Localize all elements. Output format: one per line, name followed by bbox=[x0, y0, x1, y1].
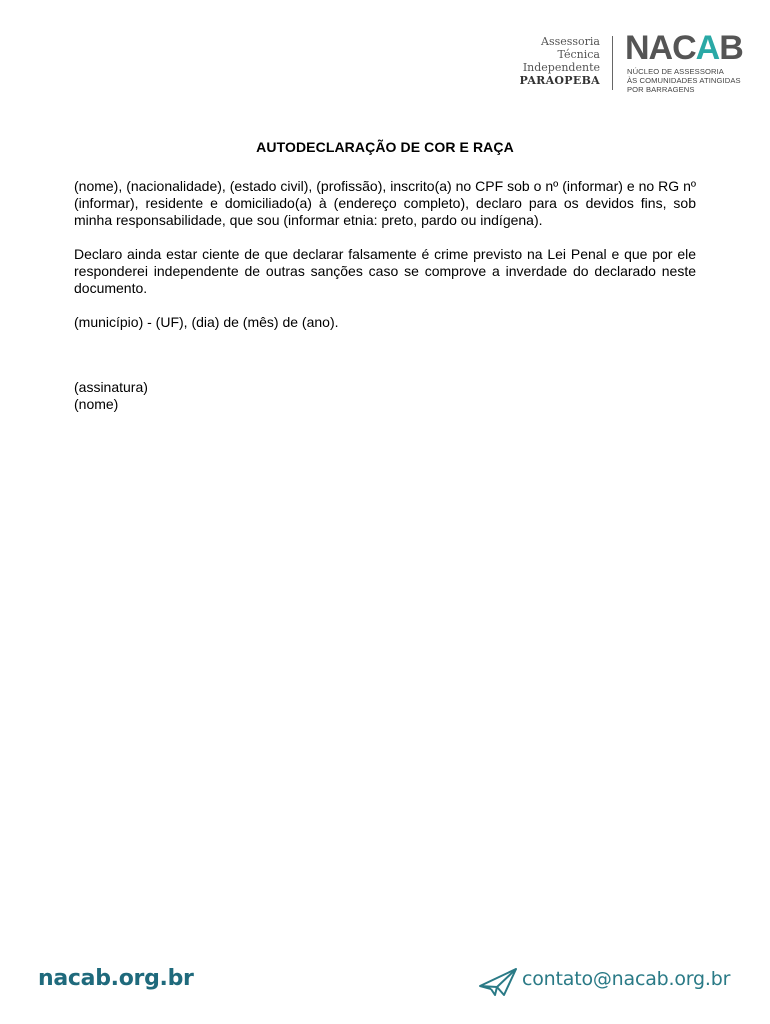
nacab-logo-prefix: NAC bbox=[625, 29, 696, 67]
ati-line-3: Independente bbox=[522, 61, 600, 74]
ati-paraopeba-logo bbox=[520, 35, 600, 87]
name-line: (nome) bbox=[74, 396, 119, 412]
document-body bbox=[74, 178, 696, 348]
ati-line-1: Assessoria bbox=[541, 35, 600, 48]
paragraph-declaration: Declaro ainda estar ciente de que declarar falsamente é crime previsto na Lei Penal e que por ele responderei independente de outras sanções caso se comprove a inverdade do declarado neste documento. bbox=[74, 246, 696, 296]
ati-region: PARAOPEBA bbox=[519, 74, 600, 87]
nacab-logo bbox=[625, 30, 743, 66]
nacab-logo-accent: A bbox=[695, 29, 720, 67]
header-divider bbox=[612, 36, 613, 90]
paper-plane-icon bbox=[478, 966, 518, 998]
ati-line-2: Técnica bbox=[557, 48, 600, 61]
footer-email: contato@nacab.org.br bbox=[522, 968, 731, 990]
footer-website: nacab.org.br bbox=[38, 966, 194, 991]
signature-line: (assinatura) bbox=[74, 379, 148, 395]
nacab-logo-suffix: B bbox=[719, 29, 743, 67]
nacab-sub-line-2: ÀS COMUNIDADES ATINGIDAS bbox=[627, 76, 741, 85]
nacab-subtitle bbox=[627, 67, 741, 94]
nacab-sub-line-1: NÚCLEO DE ASSESSORIA bbox=[627, 67, 724, 76]
paragraph-identification: (nome), (nacionalidade), (estado civil), (profissão), inscrito(a) no CPF sob o nº (informar) e no RG nº (informar), residente e domiciliado(a) à (endereço completo), declaro para os devidos fins, sob minha responsabilidade, que sou (informar etnia: preto, pardo ou indígena). bbox=[74, 178, 696, 228]
paragraph-place-date: (município) - (UF), (dia) de (mês) de (ano). bbox=[74, 314, 339, 330]
document-title: AUTODECLARAÇÃO DE COR E RAÇA bbox=[256, 139, 514, 155]
nacab-sub-line-3: POR BARRAGENS bbox=[627, 85, 695, 94]
signature-block bbox=[74, 379, 148, 413]
